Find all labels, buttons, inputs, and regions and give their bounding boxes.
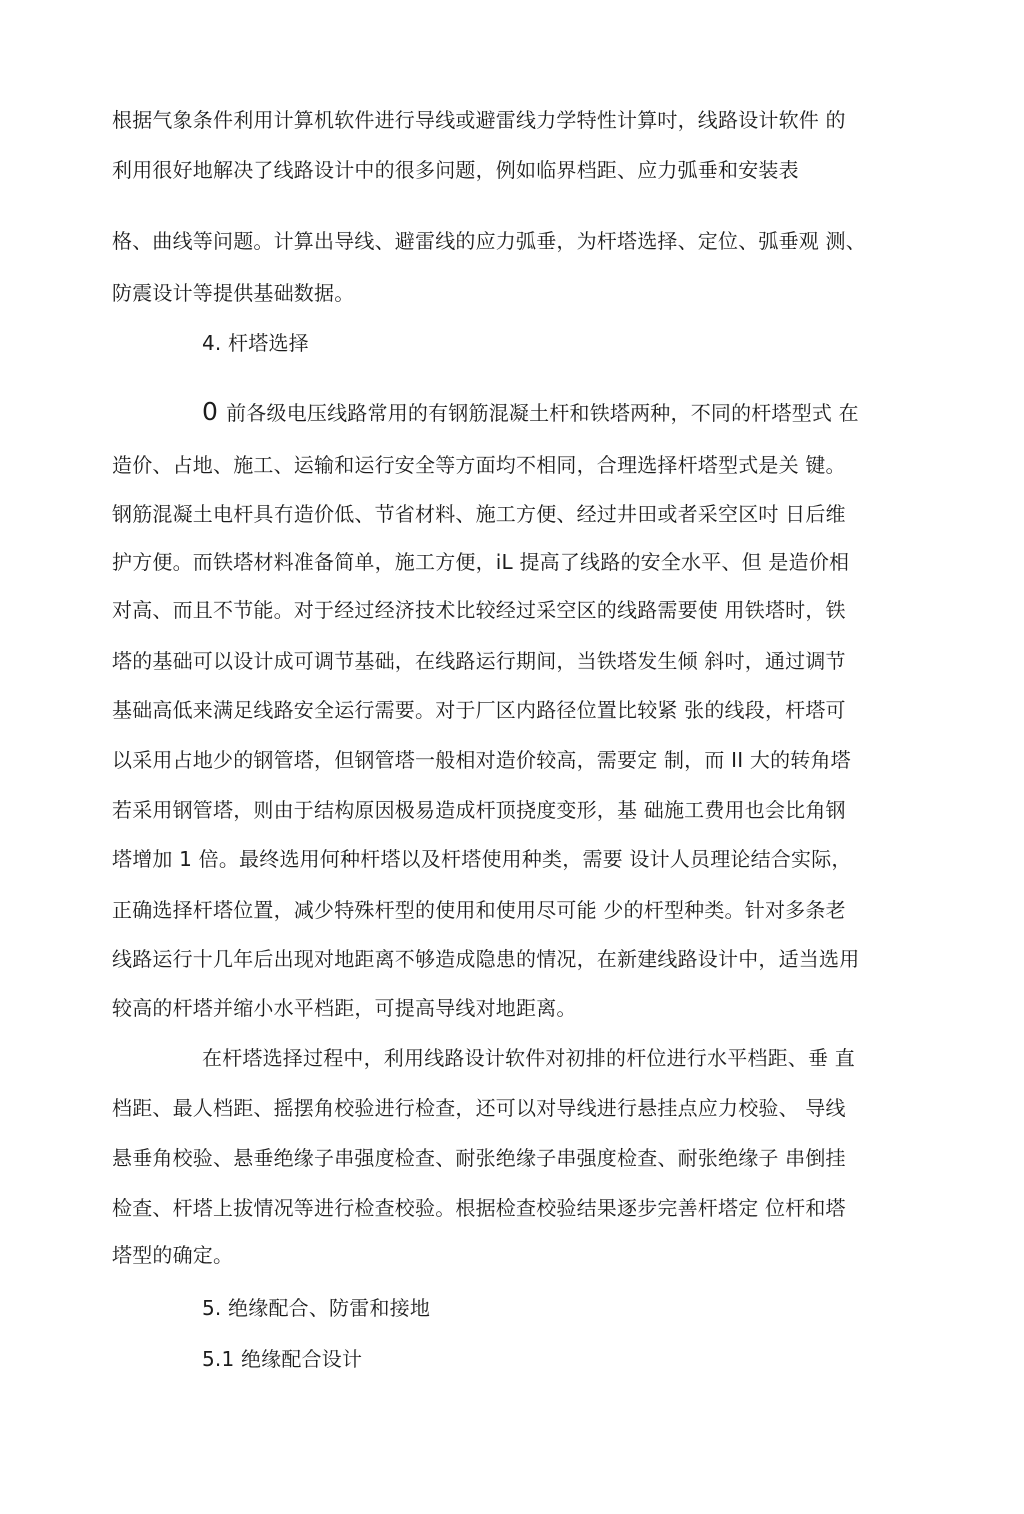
paragraph-line-text: 前各级电压线路常用的有钢筋混凝土杆和铁塔两种，不同的杆塔型式 在 bbox=[226, 401, 859, 425]
paragraph-line bbox=[202, 399, 859, 426]
paragraph-line: 格、曲线等问题。计算出导线、避雷线的应力弧垂，为杆塔选择、定位、弧垂观 测、 bbox=[112, 229, 866, 253]
paragraph-line: 塔增加 1 倍。最终选用何种杆塔以及杆塔使用种类，需要 设计人员理论结合实际， bbox=[112, 847, 852, 871]
paragraph-line: 护方便。而铁塔材料准备简单，施工方便，iL 提高了线路的安全水平、但 是造价相 bbox=[112, 550, 850, 574]
paragraph-line: 线路运行十几年后出现对地距离不够造成隐患的情况，在新建线路设计中，适当选用 bbox=[112, 947, 860, 971]
paragraph-line: 若采用钢管塔，则由于结构原因极易造成杆顶挠度变形，基 础施工费用也会比角钢 bbox=[112, 798, 846, 822]
paragraph-line: 根据气象条件利用计算机软件进行导线或避雷线力学特性计算吋，线路设计软件 的 bbox=[112, 108, 846, 132]
paragraph-line: 档距、最人档距、摇摆角校验进行检查，还可以对导线进行悬挂点应力校验、 导线 bbox=[112, 1096, 846, 1120]
paragraph-line: 防震设计等提供基础数据。 bbox=[112, 281, 355, 305]
paragraph-line: 检查、杆塔上拔情况等进行检查校验。根据检查校验结果逐步完善杆塔定 位杆和塔 bbox=[112, 1196, 846, 1220]
paragraph-line: 塔型的确定。 bbox=[112, 1243, 234, 1267]
paragraph-line: 对高、而且不节能。对于经过经济技术比较经过采空区的线路需要使 用铁塔时，铁 bbox=[112, 598, 846, 622]
paragraph-line: 基础高低来满足线路安全运行需要。对于厂区内路径位置比较紧 张的线段，杆塔可 bbox=[112, 698, 846, 722]
paragraph-first-glyph: 0 bbox=[202, 397, 219, 426]
paragraph-line: 正确选择杆塔位置，减少特殊杆型的使用和使用尽可能 少的杆型种类。针对多条老 bbox=[112, 898, 846, 922]
paragraph-line: 钢筋混凝土电杆具冇造价低、节省材料、施工方便、经过井田或者采空区吋 日后维 bbox=[112, 502, 846, 526]
paragraph-line: 悬垂角校验、悬垂绝缘子串强度检查、耐张绝缘子串强度检查、耐张绝缘子 串倒挂 bbox=[112, 1146, 846, 1170]
paragraph-line: 利用很好地解决了线路设计中的很多问题，例如临界档距、应力弧垂和安装表 bbox=[112, 158, 799, 182]
paragraph-line: 在杆塔选择过程中，利用线路设计软件对初排的杆位进行水平档距、垂 直 bbox=[202, 1046, 855, 1070]
paragraph-line: 较高的杆塔并缩小水平档距，可提高导线对地距离。 bbox=[112, 996, 577, 1020]
paragraph-line: 造价、占地、施工、运输和运行安全等方面均不相同，合理选择杆塔型式是关 键。 bbox=[112, 453, 846, 477]
paragraph-line: 塔的基础可以设计成可调节基础，在线路运行期间，当铁塔发生倾 斜吋，通过调节 bbox=[112, 649, 846, 673]
section-heading-5: 5. 绝缘配合、防雷和接地 bbox=[202, 1296, 431, 1320]
section-heading-4: 4. 杆塔选择 bbox=[202, 331, 309, 355]
paragraph-line: 以采用占地少的钢管塔，但钢管塔一般相对造价较高，需要定 制，而 II 大的转角塔 bbox=[112, 748, 851, 772]
section-heading-5-1: 5.1 绝缘配合设计 bbox=[202, 1347, 363, 1371]
